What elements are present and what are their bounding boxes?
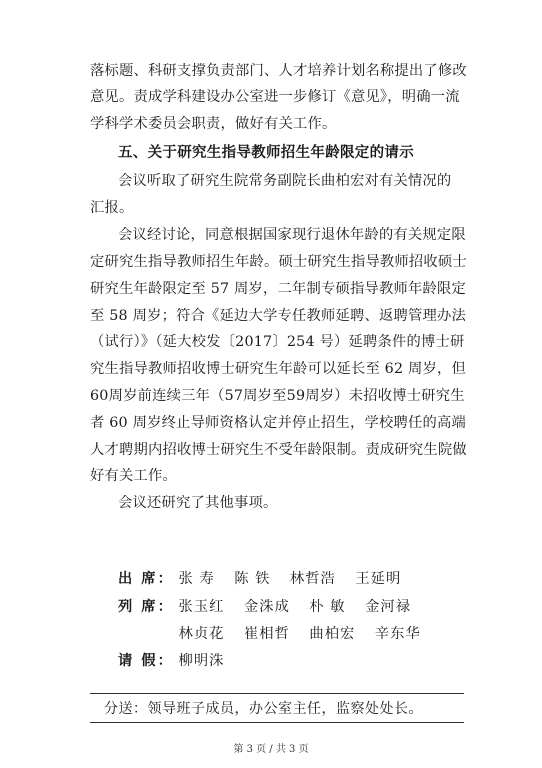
top-rule xyxy=(90,693,464,694)
body-line: 汇报。 xyxy=(90,200,134,216)
attendee-name: 朴 敏 xyxy=(309,599,346,615)
attendee-name: 崔相哲 xyxy=(243,626,290,642)
attendance-attending xyxy=(118,596,425,618)
body-line: 研究生年龄限定至 57 周岁，二年制专硕指导教师年龄限定 xyxy=(90,281,467,297)
attendance-leave xyxy=(118,650,238,672)
attendee-name: 张 寿 xyxy=(178,571,215,587)
present-label: 出 席： xyxy=(118,571,174,587)
attendance-present xyxy=(118,568,415,590)
attendance-attending-row2 xyxy=(118,623,435,645)
attending-label: 列 席： xyxy=(118,599,174,615)
body-line: 60周岁前连续三年（57周岁至59周岁）未招收博士研究生 xyxy=(90,388,465,404)
section-heading: 五、关于研究生指导教师招生年龄限定的请示 xyxy=(118,145,414,161)
body-line: 会议还研究了其他事项。 xyxy=(118,495,278,511)
body-line: 定研究生指导教师招生年龄。硕士研究生指导教师招收硕士 xyxy=(90,254,467,270)
attendee-name: 金河禄 xyxy=(365,599,411,615)
bottom-rule xyxy=(90,722,464,723)
attendee-name: 柳明洙 xyxy=(178,653,225,669)
body-line: （试行）》（延大校发〔2017〕254 号）延聘条件的博士研 xyxy=(90,334,465,350)
leave-label: 请 假： xyxy=(118,653,174,669)
body-line: 好有关工作。 xyxy=(90,468,177,484)
attendee-name: 辛东华 xyxy=(374,626,421,642)
attendee-name: 林哲浩 xyxy=(289,571,336,587)
body-line: 人才聘期内招收博士研究生不受年龄限制。责成研究生院做 xyxy=(90,442,467,458)
attendee-name: 陈 铁 xyxy=(234,571,271,587)
body-line: 学科学术委员会职责，做好有关工作。 xyxy=(90,116,337,132)
attendee-name: 曲柏宏 xyxy=(309,626,356,642)
distribution-line: 分送：领导班子成员，办公室主任，监察处处长。 xyxy=(104,701,423,717)
body-line: 究生指导教师招收博士研究生年龄可以延长至 62 周岁，但 xyxy=(90,361,467,377)
attendee-name: 金洙成 xyxy=(243,599,290,615)
body-line: 者 60 周岁终止导师资格认定并停止招生，学校聘任的高端 xyxy=(90,415,467,431)
page-number: 第 3 页 / 共 3 页 xyxy=(233,744,309,755)
attendee-name: 王延明 xyxy=(355,571,402,587)
body-line: 会议经讨论，同意根据国家现行退休年龄的有关规定限 xyxy=(118,227,466,243)
body-line: 落标题、科研支撑负责部门、人才培养计划名称提出了修改 xyxy=(90,63,467,79)
attendee-name: 张玉红 xyxy=(178,599,225,615)
body-line: 意见。责成学科建设办公室进一步修订《意见》，明确一流 xyxy=(90,89,460,105)
attendee-name: 林贞花 xyxy=(178,626,225,642)
body-line: 至 58 周岁；符合《延边大学专任教师延聘、返聘管理办法 xyxy=(90,308,467,324)
body-line: 会议听取了研究生院常务副院长曲柏宏对有关情况的 xyxy=(118,173,452,189)
